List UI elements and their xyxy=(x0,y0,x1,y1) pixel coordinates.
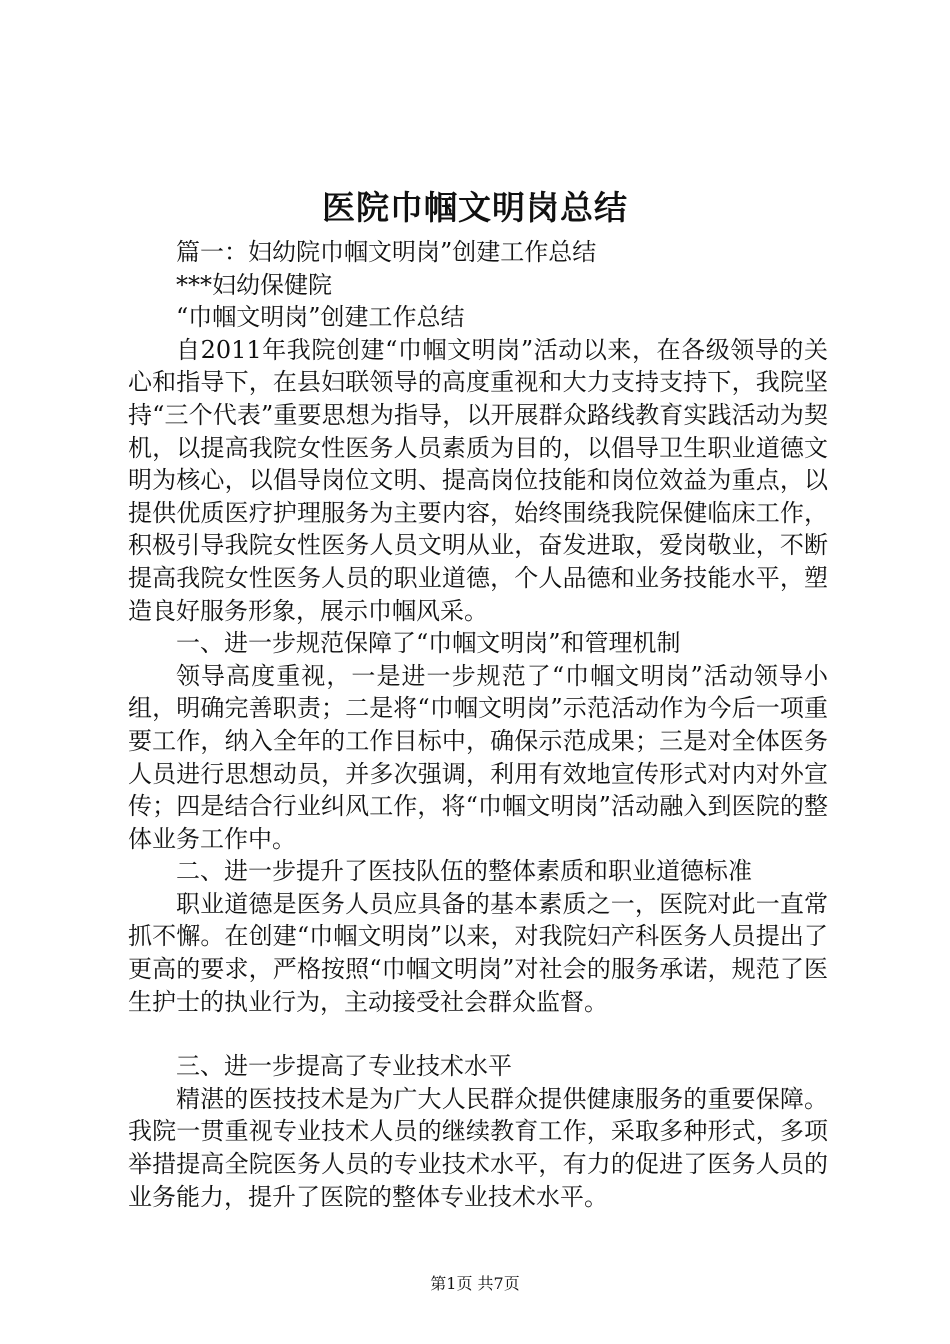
section-3-paragraph: 精湛的医技技术是为广大人民群众提供健康服务的重要保障。我院一贯重视专业技术人员的继续教育工作，采取多种形式，多项举措提高全院医务人员的专业技术水平，有力的促进了医务人员的业务能力，提升了医院的整体专业技术水平。 xyxy=(128,1084,828,1211)
section-2-heading: 二、进一步提升了医技队伍的整体素质和职业道德标准 xyxy=(176,857,752,886)
document-body xyxy=(128,236,828,1213)
section-2-paragraph: 职业道德是医务人员应具备的基本素质之一，医院对此一直常抓不懈。在创建“巾帼文明岗”以来，对我院妇产科医务人员提出了更高的要求，严格按照“巾帼文明岗”对社会的服务承诺，规范了医生护士的执业行为，主动接受社会群众监督。 xyxy=(128,889,828,1016)
blank-line xyxy=(128,1018,828,1050)
report-subtitle: “巾帼文明岗”创建工作总结 xyxy=(176,303,465,332)
organization-name: ***妇幼保健院 xyxy=(176,270,332,299)
section-1-paragraph: 领导高度重视，一是进一步规范了“巾帼文明岗”活动领导小组，明确完善职责；二是将“巾帼文明岗”示范活动作为今后一项重要工作，纳入全年的工作目标中，确保示范成果；三是对全体医务人员进行思想动员，并多次强调，利用有效地宣传形式对内对外宣传；四是结合行业纠风工作，将“巾帼文明岗”活动融入到医院的整体业务工作中。 xyxy=(128,661,828,853)
section-1-heading: 一、进一步规范保障了“巾帼文明岗”和管理机制 xyxy=(176,629,681,658)
section-heading: 篇一：妇幼院巾帼文明岗”创建工作总结 xyxy=(176,238,597,266)
section-3-heading: 三、进一步提高了专业技术水平 xyxy=(176,1052,512,1081)
document-title: 医院巾帼文明岗总结 xyxy=(322,188,628,227)
intro-paragraph: 自2011年我院创建“巾帼文明岗”活动以来，在各级领导的关心和指导下，在县妇联领导的高度重视和大力支持支持下，我院坚持“三个代表”重要思想为指导，以开展群众路线教育实践活动为契机，以提高我院女性医务人员素质为目的，以倡导卫生职业道德文明为核心，以倡导岗位文明、提高岗位技能和岗位效益为重点，以提供优质医疗护理服务为主要内容，始终围绕我院保健临床工作，积极引导我院女性医务人员文明从业，奋发进取，爱岗敬业，不断提高我院女性医务人员的职业道德，个人品德和业务技能水平，塑造良好服务形象，展示巾帼风采。 xyxy=(128,335,828,625)
page-number-footer: 第1页 共7页 xyxy=(430,1274,520,1293)
